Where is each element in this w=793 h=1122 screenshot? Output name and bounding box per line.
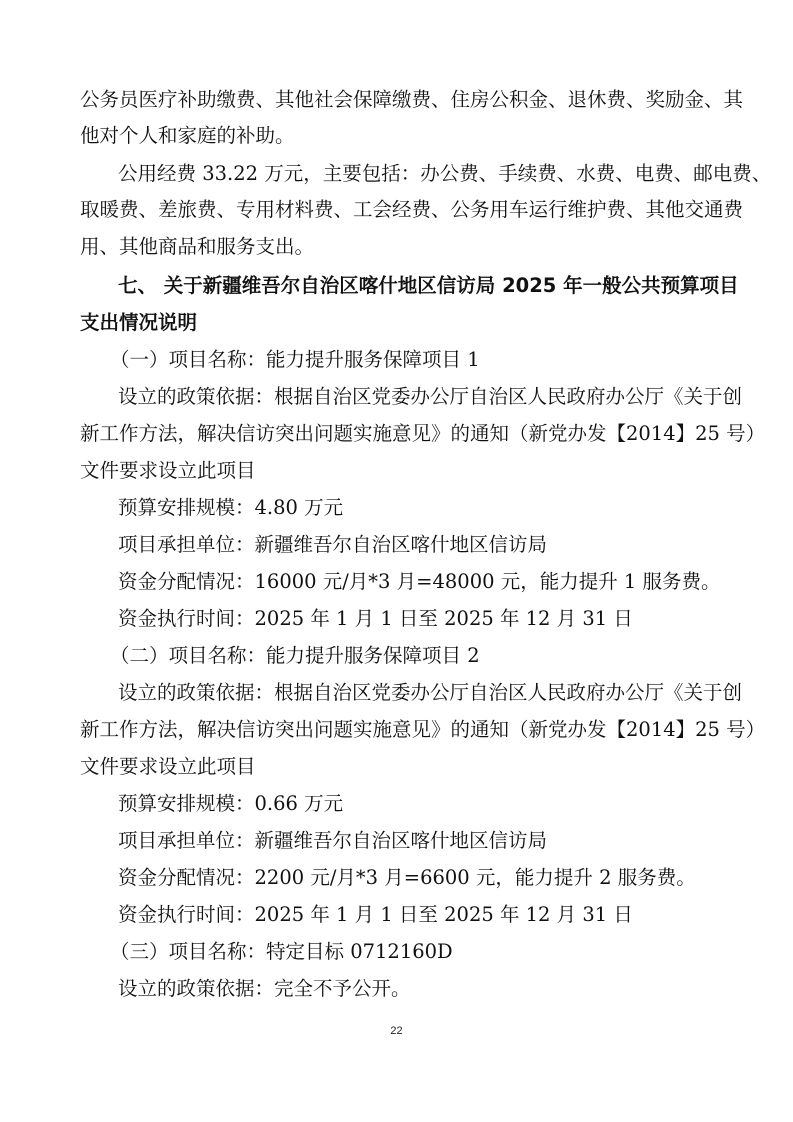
project-title: （三）项目名称：特定目标 0712160D	[110, 940, 453, 963]
body-text-line: 取暖费、差旅费、专用材料费、工会经费、公务用车运行维护费、其他交通费	[80, 198, 744, 221]
page-number: 22	[390, 1025, 403, 1037]
body-text-line: 文件要求设立此项目	[80, 459, 256, 482]
section-heading-continued: 支出情况说明	[80, 311, 198, 334]
project-title: （二）项目名称：能力提升服务保障项目 2	[110, 644, 480, 667]
project-title: （一）项目名称：能力提升服务保障项目 1	[110, 348, 480, 371]
responsible-unit: 项目承担单位：新疆维吾尔自治区喀什地区信访局	[118, 533, 548, 556]
body-text-line: 文件要求设立此项目	[80, 755, 256, 778]
body-text-line: 设立的政策依据：根据自治区党委办公厅自治区人民政府办公厅《关于创	[118, 681, 743, 704]
execution-period: 资金执行时间：2025 年 1 月 1 日至 2025 年 12 月 31 日	[118, 607, 633, 630]
body-text-line: 新工作方法，解决信访突出问题实施意见》的通知（新党办发【2014】25 号）	[80, 718, 766, 741]
fund-allocation: 资金分配情况：2200 元/月*3 月=6600 元，能力提升 2 服务费。	[118, 866, 696, 889]
section-heading: 七、 关于新疆维吾尔自治区喀什地区信访局 2025 年一般公共预算项目	[118, 274, 739, 297]
body-text-line: 设立的政策依据：根据自治区党委办公厅自治区人民政府办公厅《关于创	[118, 385, 743, 408]
budget-scale: 预算安排规模：0.66 万元	[118, 792, 344, 815]
body-text-line: 设立的政策依据：完全不予公开。	[118, 977, 411, 1000]
budget-scale: 预算安排规模：4.80 万元	[118, 496, 344, 519]
responsible-unit: 项目承担单位：新疆维吾尔自治区喀什地区信访局	[118, 829, 548, 852]
execution-period: 资金执行时间：2025 年 1 月 1 日至 2025 年 12 月 31 日	[118, 903, 633, 926]
body-text-line: 他对个人和家庭的补助。	[80, 124, 295, 147]
body-text-line: 公务员医疗补助缴费、其他社会保障缴费、住房公积金、退休费、奖励金、其	[80, 88, 744, 111]
body-text-line: 用、其他商品和服务支出。	[80, 235, 315, 258]
fund-allocation: 资金分配情况：16000 元/月*3 月=48000 元，能力提升 1 服务费。	[118, 570, 721, 593]
body-text-line: 公用经费 33.22 万元，主要包括：办公费、手续费、水费、电费、邮电费、	[118, 162, 772, 185]
body-text-line: 新工作方法，解决信访突出问题实施意见》的通知（新党办发【2014】25 号）	[80, 422, 766, 445]
